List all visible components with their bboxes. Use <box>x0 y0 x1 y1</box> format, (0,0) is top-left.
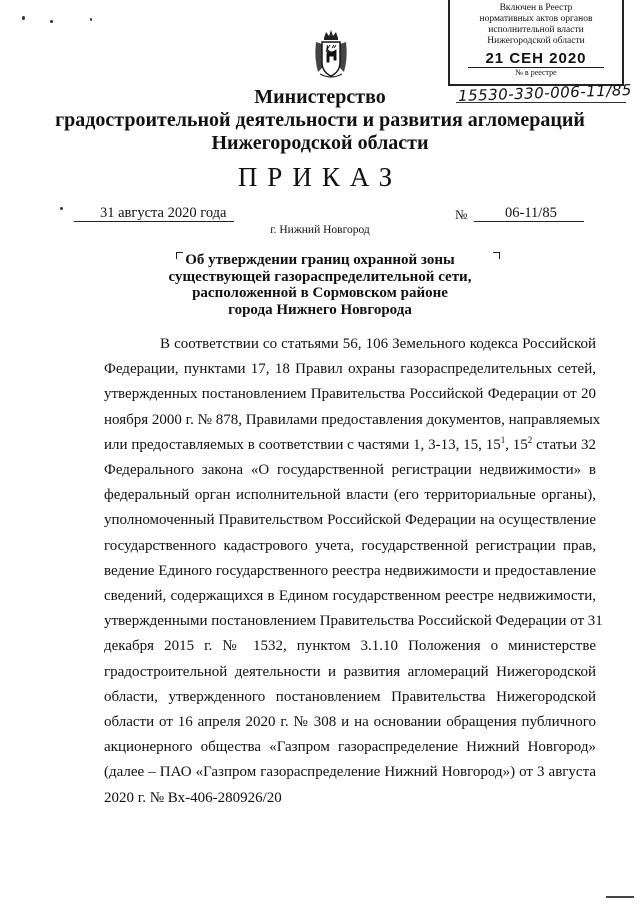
subject-line: города Нижнего Новгорода <box>228 301 412 318</box>
subject-line: расположенной в Сормовском районе <box>192 285 448 301</box>
order-date: 31 августа 2020 года <box>100 205 227 221</box>
body-line: утвержденных постановлением Правительства Российской Федерации от 20 <box>104 386 596 403</box>
stamp-line: Нижегородской области <box>487 36 585 46</box>
stamp-registry-number: 15530-330-006-11/85 <box>457 80 633 106</box>
subject-line: Об утверждении границ охранной зоны <box>185 252 455 268</box>
order-subject <box>150 252 490 318</box>
scan-speck <box>60 207 63 210</box>
body-line: федеральный орган исполнительной власти (его территориальные органы), <box>104 487 596 504</box>
body-line: градостроительной деятельности и развития агломераций Нижегородской <box>104 663 596 680</box>
stamp-line: нормативных актов органов <box>479 14 593 24</box>
body-text: или предоставляемых в соответствии с частями 1, 3-13, 15, 15 <box>104 436 501 453</box>
body-line: государственного кадастрового учета, государственной регистрации прав, <box>104 537 596 554</box>
body-line: 2020 г. № Вх-406-280926/20 <box>104 789 282 806</box>
stamp-date: 21 СЕН 2020 <box>485 50 587 67</box>
body-line: сведений, содержащихся в Едином государственном реестре недвижимости, <box>104 588 596 605</box>
coat-of-arms-icon <box>312 28 350 80</box>
body-line: уполномоченный Правительством Российской Федерации на осуществление <box>104 512 596 529</box>
superscript: 1 <box>500 434 506 445</box>
order-body-paragraph <box>104 332 603 811</box>
ministry-name-line-1: Министерство <box>254 86 386 108</box>
body-line: (далее – ПАО «Газпром газораспределение Нижний Новгород») от 3 августа <box>104 764 596 781</box>
scan-speck <box>90 18 92 21</box>
body-line: области, утвержденного постановлением Правительства Нижегородской <box>104 688 596 705</box>
registry-stamp <box>448 0 624 86</box>
body-line: Федерации, пунктами 17, 18 Правил охраны газораспределительных сетей, <box>104 361 596 378</box>
number-underline <box>474 221 584 222</box>
body-line: области от 16 апреля 2020 г. № 308 и на основании обращения публичного <box>104 714 596 731</box>
city-name: г. Нижний Новгород <box>270 224 370 236</box>
body-line: Федерального закона «О государственной регистрации недвижимости» в <box>104 462 596 479</box>
subject-line: существующей газораспределительной сети, <box>168 268 472 285</box>
stamp-line: исполнительной власти <box>488 25 584 35</box>
body-line <box>104 433 596 458</box>
body-text: статьи 32 <box>532 436 597 453</box>
document-type-title: ПРИКАЗ <box>237 162 403 192</box>
date-underline <box>74 221 234 222</box>
order-number: 06-11/85 <box>505 205 557 221</box>
ministry-name-line-2: градостроительной деятельности и развития агломераций <box>55 109 585 131</box>
stamp-line: Включен в Реестр <box>499 3 573 13</box>
body-line: утвержденными постановлением Правительства Российской Федерации от 31 <box>104 613 603 630</box>
body-text: , 15 <box>505 436 528 453</box>
body-line: ноября 2000 г. № 878, Правилами предоставления документов, направляемых <box>104 411 601 428</box>
stamp-number-label: № в реестре <box>468 67 604 77</box>
superscript: 2 <box>527 434 533 445</box>
subject-corner-right <box>493 252 500 259</box>
order-number-label: № <box>455 207 468 222</box>
scan-speck <box>50 20 53 23</box>
body-line: декабря 2015 г. № 1532, пунктом 3.1.10 Положения о министерстве <box>104 638 596 655</box>
scan-edge-mark <box>606 896 634 898</box>
scan-speck <box>22 16 25 20</box>
body-line: акционерного общества «Газпром газораспределение Нижний Новгород» <box>104 739 596 756</box>
ministry-name-line-3: Нижегородской области <box>211 132 429 154</box>
body-line: ведение Единого государственного реестра недвижимости и предоставление <box>104 562 596 579</box>
body-line: В соответствии со статьями 56, 106 Земельного кодекса Российской <box>160 336 596 352</box>
